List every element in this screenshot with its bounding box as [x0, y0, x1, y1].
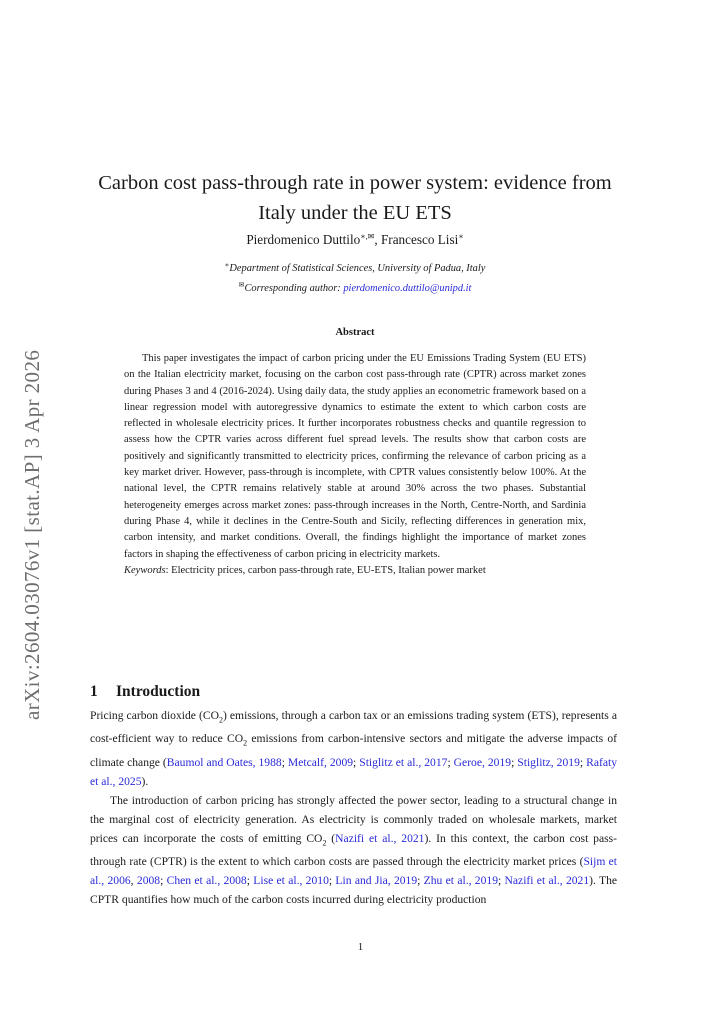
citation-link[interactable]: Metcalf, 2009 — [287, 755, 354, 769]
subscript: 2 — [322, 837, 327, 847]
paper-title — [90, 168, 620, 228]
citation-link[interactable]: Nazifi et al., 2021 — [335, 831, 425, 845]
text-run: ; — [246, 873, 254, 887]
text-run: ). In this context, the carbon cost pass-through rate (CPTR) is the extent to which carbon costs are passed through the electricity market prices ( — [90, 831, 617, 868]
title-line-1: Carbon cost pass-through rate in power system: evidence from — [98, 171, 612, 194]
author-separator: , — [374, 232, 381, 247]
text-run: ; — [417, 873, 424, 887]
text-run: ; — [281, 755, 288, 769]
citation-link[interactable]: Geroe, 2019 — [453, 755, 512, 769]
affiliation-text: Department of Statistical Sciences, University of Padua, Italy — [229, 263, 486, 274]
subscript: 2 — [243, 738, 248, 748]
corresponding-label: Corresponding author: — [244, 283, 344, 294]
section-title: Introduction — [116, 682, 201, 700]
text-run: ( — [326, 831, 336, 845]
author-marks: ∗ — [458, 232, 464, 241]
keywords-line — [124, 563, 586, 579]
corresponding-line — [90, 277, 620, 297]
text-run: ). The CPTR quantifies how much of the carbon costs incurred during electricity production — [90, 873, 618, 906]
author-marks: ∗,✉ — [360, 232, 375, 241]
abstract-body — [124, 351, 586, 579]
abstract-text: This paper investigates the impact of carbon pricing under the EU Emissions Trading System (EU ETS) on the Italian electricity market, focusing on the carbon cost pass-through rate (CPTR) across market zones during Phases 3 and 4 (2016-2024). Using daily data, the study applies an econometric framework based on a linear regression model with autoregressive dynamics to estimate the extent to which carbon costs are reflected in wholesale electricity prices. It further incorporates robustness checks and quantile regression to assess how the CPTR varies across different fuel spread levels. The results show that carbon costs are positively and significantly transmitted to electricity prices, confirming the relevance of carbon pricing as a key market driver. However, pass-through is incomplete, with CPTR values consistently below 100%. At the national level, the CPTR remains relatively stable at around 30% across the two phases. Substantial heterogeneity emerges across market zones: pass-through increases in the North, Centre-North, and Sardinia during Phase 4, while it declines in the Centre-South and Sicily, reflecting differences in generation mix, carbon intensity, and market conditions. Overall, the findings highlight the importance of market zones factors in shaping the effectiveness of carbon pricing in electricity markets. — [124, 353, 586, 560]
subscript: 2 — [218, 715, 223, 725]
author-list — [90, 232, 620, 248]
text-run: emissions from carbon-intensive sectors and mitigate the adverse impacts of climate change ( — [90, 732, 618, 769]
affiliation-mark: ∗ — [224, 261, 230, 269]
keywords-text: : Electricity prices, carbon pass-through rate, EU-ETS, Italian power market — [165, 564, 486, 576]
author-name: Francesco Lisi — [380, 232, 459, 247]
title-line-2: Italy under the EU ETS — [258, 201, 452, 224]
keywords-label: Keywords — [124, 564, 166, 576]
citation-link[interactable]: Rafaty et al., 2025 — [90, 755, 617, 788]
citation-link[interactable]: Baumol and Oates, 1988 — [166, 755, 282, 769]
envelope-icon: ✉ — [238, 281, 245, 289]
affiliation-line — [90, 257, 620, 277]
citation-link[interactable]: Chen et al., 2008 — [166, 873, 247, 887]
citation-link[interactable]: Sijm et al., 2006 — [90, 854, 617, 887]
text-run: ) emissions, through a carbon tax or an emissions trading system (ETS), represents a cost-efficient way to reduce CO — [90, 709, 617, 746]
text-run: ). — [141, 774, 149, 788]
text-run: ; — [511, 755, 518, 769]
text-run: Pricing carbon dioxide (CO — [90, 709, 219, 722]
text-run: ; — [328, 873, 336, 887]
paragraph — [90, 706, 617, 791]
citation-link[interactable]: 2008 — [136, 873, 161, 887]
page-number: 1 — [357, 941, 364, 953]
citation-link[interactable]: Stiglitz, 2019 — [517, 755, 580, 769]
text-run: ; — [498, 873, 505, 887]
arxiv-identifier: arXiv:2604.03076v1 [stat.AP] 3 Apr 2026 — [20, 349, 44, 720]
text-run: ; — [447, 755, 454, 769]
introduction-body — [90, 706, 617, 909]
paragraph — [90, 791, 617, 909]
author-name: Pierdomenico Duttilo — [246, 232, 361, 247]
citation-link[interactable]: Zhu et al., 2019 — [423, 873, 498, 887]
text-run: ; — [579, 755, 587, 769]
corresponding-email-link[interactable]: pierdomenico.duttilo@unipd.it — [343, 283, 472, 294]
section-number: 1 — [90, 682, 98, 700]
text-run: The introduction of carbon pricing has strongly affected the power sector, leading to a structural change in the marginal cost of electricity generation. As electricity is commonly traded on wholesale markets, market prices can incorporate the costs of emitting CO — [90, 793, 617, 845]
citation-link[interactable]: Stiglitz et al., 2017 — [359, 755, 448, 769]
affiliation-block — [90, 257, 620, 297]
text-run: , — [130, 873, 137, 887]
text-run: ; — [160, 873, 167, 887]
section-heading — [90, 683, 200, 701]
citation-link[interactable]: Lin and Jia, 2019 — [335, 873, 418, 887]
abstract-heading: Abstract — [335, 327, 375, 338]
citation-link[interactable]: Nazifi et al., 2021 — [504, 873, 590, 887]
text-run: ; — [353, 755, 360, 769]
citation-link[interactable]: Lise et al., 2010 — [253, 873, 329, 887]
